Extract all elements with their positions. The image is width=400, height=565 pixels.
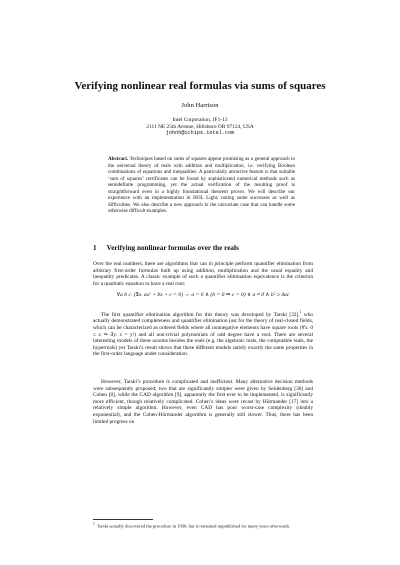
quadratic-equation: ∀a b c. (∃x. ax² + bx + c = 0) ⇔ a = 0 ∧ (b = 0 ⇒ c = 0) ∨ a ≠ 0 ∧ b² ≥ 4ac bbox=[116, 292, 290, 298]
author-name: John Harrison bbox=[181, 102, 219, 109]
abstract-label: Abstract. bbox=[108, 156, 129, 162]
footnote bbox=[93, 522, 313, 529]
affiliation-org: Intel Corporation, JF1-13 bbox=[172, 117, 228, 123]
affiliation bbox=[40, 117, 360, 137]
footnote-text: Tarski actually discovered the procedure in 1930, but it remained unpublished for many years afterwards. bbox=[96, 523, 291, 529]
paper-title: Verifying nonlinear real formulas via sums of squares bbox=[74, 80, 326, 92]
footnote-mark: 1 bbox=[93, 522, 95, 526]
footnote-reference: 1 bbox=[299, 310, 302, 314]
paragraph-2-rest: who actually demonstrated completeness and quantifier elimination just for the theory of real-closed fields, which can be characterized as ordered fields where all nonnegative elements have square roots (∀x. 0 ≤ x ⇒ ∃y. x = y²) and all non-trivial polynomials of odd degree have a root. There are several interesting models of these axioms besides the reals (e.g. the algebraic reals, the computable reals, the hyperreals) yet Tarski’s result shows that these different models satisfy exactly the same properties in the first-order language under consideration. bbox=[93, 311, 313, 358]
abstract bbox=[108, 156, 295, 215]
section-number: 1 bbox=[93, 244, 97, 252]
section-title: Verifying nonlinear formulas over the reals bbox=[106, 244, 239, 252]
abstract-text: Techniques based on sums of squares appear promising as a general approach to the universal theory of reals with addition and multiplication, i.e. verifying Boolean combinations of equations and inequalities. A particularly attractive feature is that suitable ‘sum of squares’ certificates can be found by sophisticated numerical methods such as semidefinite programming, yet the actual verification of the resulting proof is straightforward even in a highly foundational theorem prover. We will describe our experience with an implementation in HOL Light, noting some successes as well as difficulties. We also describe a new approach to the univariate case that can handle some otherwise difficult examples. bbox=[108, 156, 295, 214]
author-email: johnh@ichips.intel.com bbox=[165, 130, 235, 137]
affiliation-address: 2111 NE 25th Avenue, Hillsboro OR 97124, USA bbox=[146, 123, 254, 130]
footnote-rule bbox=[93, 519, 153, 520]
section-heading bbox=[93, 244, 313, 253]
body-paragraph-3: However, Tarski’s procedure is complicated and inefficient. Many alternative decision methods were subsequently proposed; two that are significantly simpler were given by Seidenberg [30] and Cohen [8], while the CAD algorithm [9], apparently the first ever to be implemented, is significantly more efficient, though relatively complicated. Cohen’s ideas were recast by Hörmander [17] into a relatively simple algorithm. However, even CAD has poor worst-case complexity (doubly exponential), and the Cohen-Hörmander algorithm is generally still slower. Thus, there has been limited progress on bbox=[93, 379, 313, 425]
body-paragraph-1: Over the real numbers, there are algorithms that can in principle perform quantifier elimination from arbitrary first-order formulas built up using addition, multiplication and the usual equality and inequality predicates. A classic example of such a quantifier elimination equivalence is the criterion for a quadratic equation to have a real root: bbox=[93, 261, 313, 287]
paragraph-2-start: The first quantifier elimination algorithm for this theory was developed by Tarski [32], bbox=[101, 311, 300, 318]
body-paragraph-2 bbox=[93, 309, 313, 358]
